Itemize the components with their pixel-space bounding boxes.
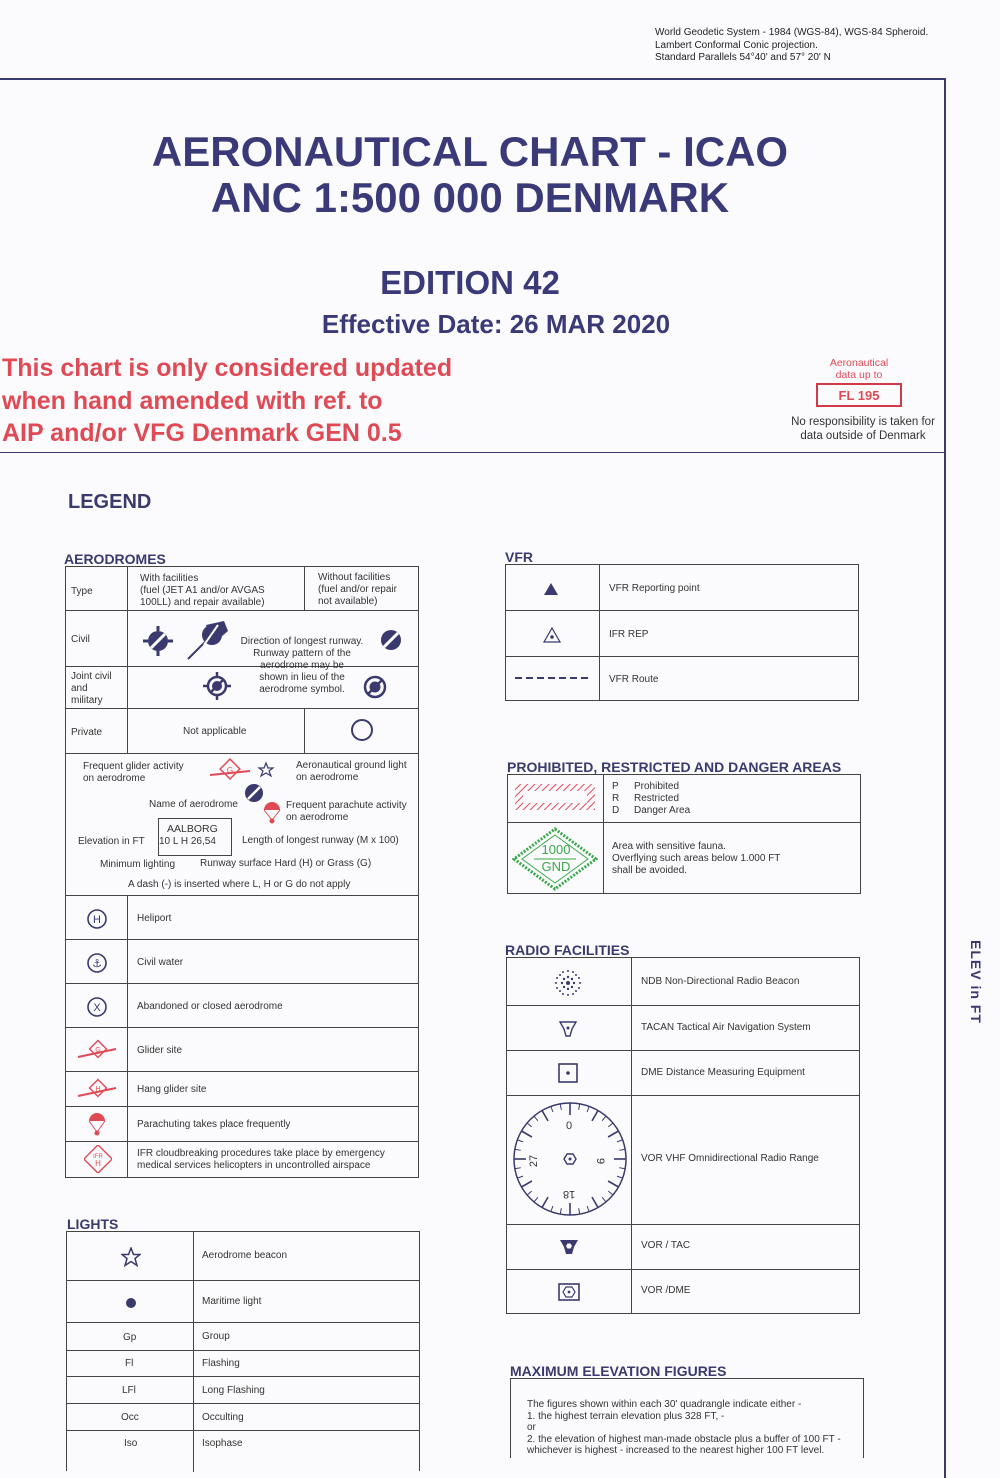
compass-tick <box>608 1191 613 1195</box>
vfr-reporting-point-icon <box>543 582 559 596</box>
compass-tick <box>515 1149 521 1150</box>
vor-tac-icon <box>559 1237 579 1257</box>
chart-subtitle: ANC 1:500 000 DENMARK <box>210 174 730 221</box>
compass-tick <box>608 1123 613 1127</box>
civil-aerodrome-with-facilities-icon <box>142 625 174 657</box>
ndb-icon <box>553 968 583 998</box>
mef-title: MAXIMUM ELEVATION FIGURES <box>510 1363 727 1379</box>
private-aerodrome-icon <box>350 718 374 742</box>
ifr-cloudbreaking-icon <box>84 1145 112 1173</box>
compass-tick <box>587 1106 589 1112</box>
compass-tick <box>517 1140 523 1142</box>
lights-table: Aerodrome beacon Maritime light Gp Group Fl Flashing LFl Long Flashing Occ Occulting Iso Isophase <box>66 1231 420 1471</box>
ground-light-label: Aeronautical ground light on aerodrome <box>296 760 407 783</box>
joint-civil-military-label: Joint civil and military <box>71 671 112 706</box>
compass-tick <box>579 1104 580 1110</box>
chart-title: AERONAUTICAL CHART - ICAO <box>151 128 789 175</box>
mef-explanation: The figures shown within each 30' quadrangle indicate either - 1. the highest terrain elevation plus 328 FT, - or 2. the elevation of highest man-made obstacle plus a buffer of 100 FT - whichever is highest - increased to the nearest higher 100 FT level. <box>527 1399 841 1456</box>
compass-tick <box>619 1149 625 1150</box>
glider-activity-label: Frequent glider activity on aerodrome <box>83 761 184 784</box>
compass-tick <box>534 1116 538 1121</box>
parachuting-icon <box>87 1110 107 1138</box>
svg-text:G: G <box>226 766 234 775</box>
compass-tick <box>602 1116 606 1121</box>
prd-title: PROHIBITED, RESTRICTED AND DANGER AREAS <box>507 759 842 775</box>
compass-tick <box>617 1140 623 1142</box>
compass-tick <box>617 1176 623 1178</box>
compass-tick <box>551 1106 553 1112</box>
closed-aerodrome-icon <box>86 996 108 1018</box>
compass-tick <box>592 1197 598 1207</box>
aerodromes-table: Type With facilities (fuel (JET A1 and/or AVGAS 100LL) and repair available) Without facilities (fuel and/or repair not available) Civil Direction of longest runway. Runway pattern of the aerodrome may be shown in lieu of the aerodrome symbol. Joint civil and military Private Not applicable Frequent glider activity on aerodrome Aeronautical ground light on aerodrome G Name of aerodrome Frequent parachute activity on aerodrome AALBORG Elevation in FT 10 L H 26,54 Length of longest runway (M x 100) Minimum lighting Runway surface Hard (H) or Grass (G) A dash (-) is inserted where L, H or G do not apply H Heliport ⚓ Civil water X Abandoned or closed aerodrome G Glider site H Hang glider site Parachuting takes place frequently IFR H IFR cloudbreaking procedures take place by emergency medical services helicopters in uncontrolled airspace <box>65 566 419 1178</box>
ifr-rep-icon <box>543 627 561 643</box>
compass-tick <box>517 1176 523 1178</box>
without-facilities-header: Without facilities (fuel and/or repair not available) <box>318 572 397 607</box>
lights-title: LIGHTS <box>67 1216 119 1232</box>
glider-site-icon <box>76 1039 120 1063</box>
restricted-area-icon <box>514 783 596 811</box>
ifr-cloudbreaking-note: IFR cloudbreaking procedures take place by emergency medical services helicopters in uncontrolled airspace <box>137 1148 385 1171</box>
compass-tick <box>522 1131 532 1137</box>
compass-tick <box>522 1181 532 1187</box>
amendment-notice: This chart is only considered updated when hand amended with ref. to AIP and/or VFG Denmark GEN 0.5 <box>2 354 453 447</box>
dme-icon <box>558 1063 578 1083</box>
heliport-icon <box>86 908 108 930</box>
header-divider <box>0 452 946 453</box>
runway-pattern-icon <box>184 617 236 663</box>
compass-tick <box>560 1208 561 1214</box>
aero-data-label: Aeronautical data up to <box>829 357 889 381</box>
with-facilities-header: With facilities (fuel (JET A1 and/or AVGAS 100LL) and repair available) <box>140 573 265 608</box>
svg-text:IFR: IFR <box>93 1154 103 1160</box>
compass-tick <box>608 1131 618 1137</box>
civil-aerodrome-without-facilities-icon <box>378 627 404 653</box>
compass-tick <box>542 1197 548 1207</box>
joint-aerodrome-with-facilities-icon <box>202 671 232 701</box>
compass-tick <box>579 1208 580 1214</box>
svg-text:H: H <box>95 1159 101 1168</box>
elev-in-ft-label: ELEV in FT <box>968 940 984 1024</box>
legend-title: LEGEND <box>68 491 152 513</box>
maritime-light-icon <box>125 1297 137 1309</box>
vfr-route-icon <box>514 675 592 681</box>
responsibility-note: No responsibility is taken for data outside of Denmark <box>791 416 935 442</box>
svg-text:⚓: ⚓ <box>92 957 102 970</box>
svg-text:G: G <box>95 1047 101 1054</box>
radio-title: RADIO FACILITIES <box>505 942 630 958</box>
compass-tick <box>592 1111 598 1121</box>
radio-table: NDB Non-Directional Radio Beacon TACAN Tactical Air Navigation System DME Distance Measuring Equipment 0 9 18 27 VOR VHF Omnidirectional Radio Range VOR / TAC VOR /DME <box>506 957 860 1314</box>
compass-tick <box>527 1191 532 1195</box>
svg-text:H: H <box>93 914 101 926</box>
anchor-icon <box>86 952 108 974</box>
svg-text:H: H <box>95 1086 101 1093</box>
aerodromes-title: AERODROMES <box>64 551 166 567</box>
compass-tick <box>560 1104 561 1110</box>
compass-tick <box>602 1197 606 1202</box>
geodetic-info: World Geodetic System - 1984 (WGS-84), WGS-84 Spheroid. Lambert Conformal Conic projection. Standard Parallels 54°40' and 57° 20' N <box>655 27 929 63</box>
parachute-activity-label: Frequent parachute activity on aerodrome <box>286 800 407 823</box>
fauna-note: Area with sensitive fauna. Overflying such areas below 1.000 FT shall be avoided. <box>612 841 781 876</box>
compass-tick <box>527 1123 532 1127</box>
prd-table: P R D Prohibited Restricted Danger Area 1000 GND Area with sensitive fauna. Overflying such areas below 1.000 FT shall be avoided. <box>507 774 861 894</box>
vfr-table: VFR Reporting point IFR REP VFR Route <box>505 564 859 701</box>
hang-glider-site-icon <box>76 1078 120 1102</box>
flight-level-box: FL 195 <box>816 383 902 407</box>
vfr-title: VFR <box>505 549 533 565</box>
mef-box <box>510 1378 864 1458</box>
compass-tick <box>551 1206 553 1212</box>
aerodrome-beacon-icon <box>121 1247 141 1267</box>
edition: EDITION 42 <box>380 264 560 301</box>
compass-tick <box>515 1168 521 1169</box>
compass-tick <box>619 1168 625 1169</box>
parachute-icon <box>262 800 282 826</box>
effective-date: Effective Date: 26 MAR 2020 <box>321 309 671 339</box>
joint-aerodrome-without-facilities-icon <box>362 674 388 700</box>
compass-tick <box>608 1181 618 1187</box>
svg-text:X: X <box>93 1002 101 1014</box>
runway-direction-note: Direction of longest runway. Runway pattern of the aerodrome may be shown in lieu of the aerodrome symbol. <box>240 636 364 695</box>
vor-dme-icon <box>558 1282 580 1302</box>
compass-tick <box>534 1197 538 1202</box>
tacan-icon <box>559 1020 577 1038</box>
compass-tick <box>587 1206 589 1212</box>
compass-tick <box>542 1111 548 1121</box>
